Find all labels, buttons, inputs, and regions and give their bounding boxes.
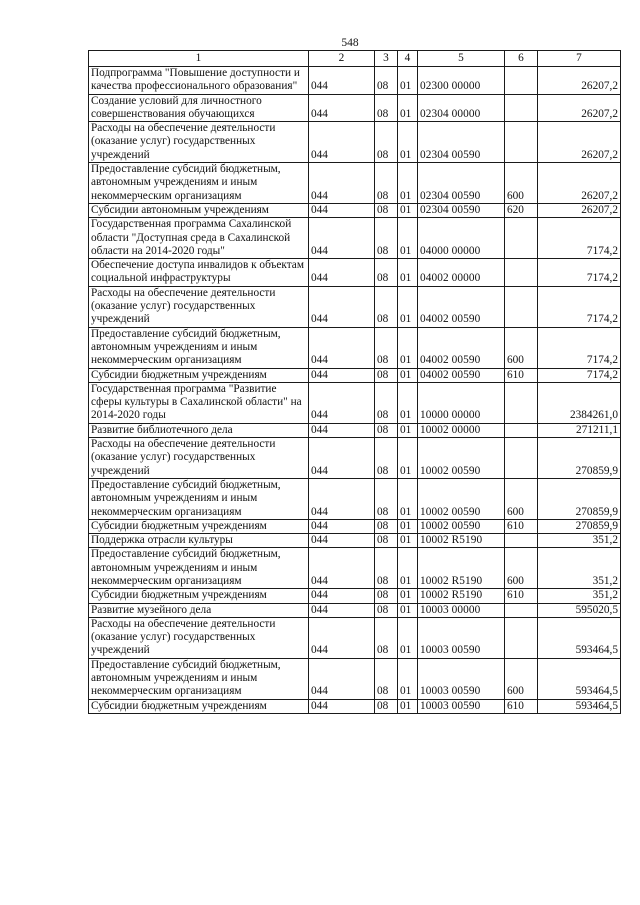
row-section-code: 08 [375,286,398,327]
row-target-code: 10002 00590 [418,478,505,519]
row-name: Расходы на обеспечение деятельности (оказание услуг) государственных учреждений [89,122,309,163]
row-expense-type [505,617,538,658]
row-subsection-code: 01 [398,382,418,423]
row-ministry-code: 044 [309,548,375,589]
row-subsection-code: 01 [398,286,418,327]
row-target-code: 02304 00590 [418,203,505,217]
column-header: 4 [398,51,418,67]
table-row [89,382,621,423]
row-expense-type: 610 [505,519,538,533]
row-expense-type [505,603,538,617]
row-subsection-code: 01 [398,203,418,217]
row-name: Предоставление субсидий бюджетным, автономным учреждениям и иным некоммерческим организациям [89,163,309,204]
row-section-code: 08 [375,203,398,217]
column-header: 6 [505,51,538,67]
row-target-code: 10003 00000 [418,603,505,617]
row-ministry-code: 044 [309,603,375,617]
row-target-code: 10002 00000 [418,423,505,437]
table-row [89,286,621,327]
row-ministry-code: 044 [309,658,375,699]
column-header: 5 [418,51,505,67]
table-row [89,699,621,713]
row-name: Субсидии автономным учреждениям [89,203,309,217]
row-amount: 270859,9 [538,519,621,533]
table-row [89,67,621,95]
row-section-code: 08 [375,368,398,382]
row-section-code: 08 [375,163,398,204]
row-name: Расходы на обеспечение деятельности (оказание услуг) государственных учреждений [89,286,309,327]
row-name: Субсидии бюджетным учреждениям [89,589,309,603]
table-row [89,617,621,658]
row-amount: 26207,2 [538,203,621,217]
row-amount: 26207,2 [538,94,621,122]
row-ministry-code: 044 [309,438,375,479]
row-ministry-code: 044 [309,478,375,519]
row-subsection-code: 01 [398,259,418,287]
row-target-code: 10002 R5190 [418,534,505,548]
row-section-code: 08 [375,423,398,437]
row-subsection-code: 01 [398,617,418,658]
row-ministry-code: 044 [309,203,375,217]
row-subsection-code: 01 [398,519,418,533]
row-amount: 26207,2 [538,122,621,163]
table-row [89,94,621,122]
row-target-code: 10003 00590 [418,658,505,699]
row-section-code: 08 [375,67,398,95]
row-target-code: 02304 00000 [418,94,505,122]
row-section-code: 08 [375,327,398,368]
row-section-code: 08 [375,534,398,548]
row-section-code: 08 [375,122,398,163]
row-target-code: 02304 00590 [418,122,505,163]
table-row [89,122,621,163]
row-ministry-code: 044 [309,286,375,327]
row-amount: 7174,2 [538,218,621,259]
row-subsection-code: 01 [398,423,418,437]
row-amount: 351,2 [538,548,621,589]
row-amount: 595020,5 [538,603,621,617]
table-row [89,519,621,533]
row-ministry-code: 044 [309,163,375,204]
row-expense-type: 600 [505,548,538,589]
row-name: Создание условий для личностного совершенствования обучающихся [89,94,309,122]
row-amount: 26207,2 [538,163,621,204]
row-expense-type: 600 [505,658,538,699]
row-target-code: 02304 00590 [418,163,505,204]
table-row [89,163,621,204]
row-target-code: 10002 00590 [418,438,505,479]
row-ministry-code: 044 [309,67,375,95]
row-name: Субсидии бюджетным учреждениям [89,699,309,713]
row-amount: 593464,5 [538,658,621,699]
row-name: Развитие библиотечного дела [89,423,309,437]
row-amount: 7174,2 [538,259,621,287]
row-section-code: 08 [375,519,398,533]
table-row [89,368,621,382]
row-amount: 270859,9 [538,478,621,519]
row-expense-type [505,259,538,287]
row-amount: 7174,2 [538,327,621,368]
row-section-code: 08 [375,603,398,617]
row-ministry-code: 044 [309,218,375,259]
column-header: 1 [89,51,309,67]
row-ministry-code: 044 [309,94,375,122]
row-amount: 271211,1 [538,423,621,437]
row-section-code: 08 [375,259,398,287]
row-subsection-code: 01 [398,94,418,122]
row-name: Предоставление субсидий бюджетным, автономным учреждениям и иным некоммерческим организациям [89,548,309,589]
row-subsection-code: 01 [398,699,418,713]
table-row [89,603,621,617]
row-target-code: 04002 00590 [418,368,505,382]
row-name: Расходы на обеспечение деятельности (оказание услуг) государственных учреждений [89,438,309,479]
row-section-code: 08 [375,617,398,658]
row-section-code: 08 [375,699,398,713]
row-name: Субсидии бюджетным учреждениям [89,368,309,382]
row-section-code: 08 [375,382,398,423]
row-expense-type: 600 [505,478,538,519]
row-expense-type [505,67,538,95]
row-name: Обеспечение доступа инвалидов к объектам социальной инфраструктуры [89,259,309,287]
row-amount: 7174,2 [538,286,621,327]
row-name: Государственная программа "Развитие сферы культуры в Сахалинской области" на 2014-2020 годы [89,382,309,423]
row-expense-type [505,286,538,327]
row-expense-type [505,438,538,479]
row-amount: 26207,2 [538,67,621,95]
row-expense-type [505,218,538,259]
row-expense-type: 610 [505,699,538,713]
row-name: Подпрограмма "Повышение доступности и качества профессионального образования" [89,67,309,95]
row-amount: 2384261,0 [538,382,621,423]
row-expense-type: 610 [505,368,538,382]
row-subsection-code: 01 [398,67,418,95]
row-ministry-code: 044 [309,589,375,603]
table-row [89,534,621,548]
row-target-code: 04002 00000 [418,259,505,287]
row-subsection-code: 01 [398,658,418,699]
row-amount: 593464,5 [538,617,621,658]
row-target-code: 02300 00000 [418,67,505,95]
row-section-code: 08 [375,438,398,479]
column-header: 3 [375,51,398,67]
row-subsection-code: 01 [398,163,418,204]
row-target-code: 04000 00000 [418,218,505,259]
table-row [89,203,621,217]
row-name: Развитие музейного дела [89,603,309,617]
row-expense-type [505,122,538,163]
row-section-code: 08 [375,218,398,259]
row-section-code: 08 [375,548,398,589]
table-row [89,548,621,589]
table-row [89,438,621,479]
table-row [89,478,621,519]
row-target-code: 10002 R5190 [418,589,505,603]
row-expense-type [505,94,538,122]
row-ministry-code: 044 [309,382,375,423]
row-ministry-code: 044 [309,327,375,368]
row-target-code: 04002 00590 [418,327,505,368]
row-subsection-code: 01 [398,478,418,519]
row-target-code: 10002 00590 [418,519,505,533]
budget-rows [89,67,621,714]
row-amount: 270859,9 [538,438,621,479]
row-ministry-code: 044 [309,699,375,713]
row-expense-type: 600 [505,163,538,204]
row-subsection-code: 01 [398,589,418,603]
table-row [89,658,621,699]
row-name: Предоставление субсидий бюджетным, автономным учреждениям и иным некоммерческим организациям [89,478,309,519]
row-expense-type: 610 [505,589,538,603]
row-target-code: 10000 00000 [418,382,505,423]
table-row [89,589,621,603]
row-name: Предоставление субсидий бюджетным, автономным учреждениям и иным некоммерческим организациям [89,658,309,699]
row-ministry-code: 044 [309,368,375,382]
row-expense-type [505,382,538,423]
row-subsection-code: 01 [398,368,418,382]
column-header: 2 [309,51,375,67]
row-subsection-code: 01 [398,548,418,589]
row-expense-type: 620 [505,203,538,217]
row-section-code: 08 [375,658,398,699]
row-name: Государственная программа Сахалинской области "Доступная среда в Сахалинской области на 2014-2020 годы" [89,218,309,259]
row-name: Поддержка отрасли культуры [89,534,309,548]
row-target-code: 04002 00590 [418,286,505,327]
row-section-code: 08 [375,589,398,603]
row-expense-type [505,534,538,548]
page-number: 548 [341,37,359,49]
row-amount: 593464,5 [538,699,621,713]
row-target-code: 10003 00590 [418,699,505,713]
row-amount: 7174,2 [538,368,621,382]
budget-table [88,50,621,714]
row-name: Субсидии бюджетным учреждениям [89,519,309,533]
table-row [89,423,621,437]
row-subsection-code: 01 [398,327,418,368]
row-subsection-code: 01 [398,438,418,479]
table-row [89,259,621,287]
row-section-code: 08 [375,478,398,519]
row-expense-type: 600 [505,327,538,368]
row-amount: 351,2 [538,534,621,548]
row-ministry-code: 044 [309,617,375,658]
table-row [89,327,621,368]
row-ministry-code: 044 [309,122,375,163]
table-row [89,218,621,259]
row-subsection-code: 01 [398,218,418,259]
row-section-code: 08 [375,94,398,122]
column-header: 7 [538,51,621,67]
row-expense-type [505,423,538,437]
row-ministry-code: 044 [309,519,375,533]
row-target-code: 10003 00590 [418,617,505,658]
row-subsection-code: 01 [398,122,418,163]
row-ministry-code: 044 [309,423,375,437]
row-ministry-code: 044 [309,259,375,287]
row-subsection-code: 01 [398,603,418,617]
row-ministry-code: 044 [309,534,375,548]
row-target-code: 10002 R5190 [418,548,505,589]
row-subsection-code: 01 [398,534,418,548]
row-name: Предоставление субсидий бюджетным, автономным учреждениям и иным некоммерческим организациям [89,327,309,368]
column-number-row [89,51,621,67]
row-name: Расходы на обеспечение деятельности (оказание услуг) государственных учреждений [89,617,309,658]
row-amount: 351,2 [538,589,621,603]
